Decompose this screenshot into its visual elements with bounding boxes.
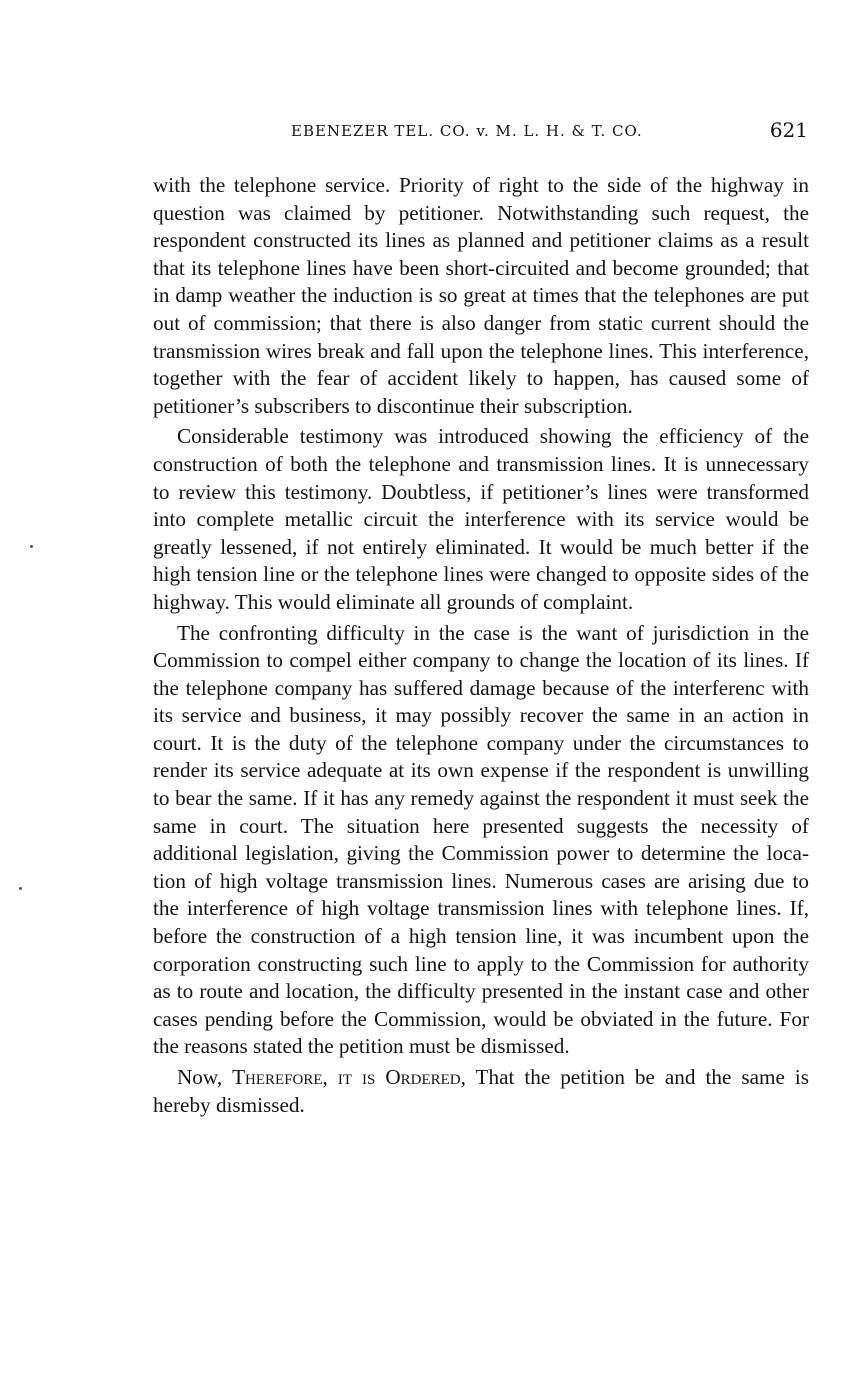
paragraph-1: with the telephone service. Priority of right to the side of the highway in question was claimed by petitioner. Notwithstanding such request, the respondent constructed its lines as planned and petitioner claims as a result that its telephone lines have been short-circuited and become grounded; that in damp weather the induction is so great at times that the telephones are put out of commission; that there is also danger from static current should the transmission wires break and fall upon the telephone lines. This interference, together with the fear of accident likely to happen, has caused some of petitioner’s subscribers to discontinue their subscription. xyxy=(153,173,809,418)
order-paragraph xyxy=(153,1064,809,1119)
scan-speck xyxy=(30,545,33,548)
body-text xyxy=(153,172,809,1122)
order-ordered: Ordered, xyxy=(385,1065,466,1089)
order-therefore: Therefore, xyxy=(232,1065,328,1089)
order-lead: Now, xyxy=(177,1065,223,1089)
page-number: 621 xyxy=(769,118,808,142)
paragraph-2: Considerable testimony was introduced showing the efficiency of the construction of both the telephone and transmission lines. It is unnecessary to review this testimony. Doubtless, if petitioner’s lines were transformed into complete metallic circuit the interference with its service would be greatly lessened, if not entirely eliminated. It would be much better if the high tension line or the telephone lines were changed to opposite sides of the highway. This would eliminate all grounds of complaint. xyxy=(153,424,809,614)
running-header xyxy=(153,118,808,148)
running-title: EBENEZER TEL. CO. v. M. L. H. & T. CO. xyxy=(291,122,643,140)
order-it-is: it is xyxy=(337,1065,376,1089)
scan-speck xyxy=(19,887,22,890)
order-text: That the petition be and the same is hereby dismissed. xyxy=(153,1065,809,1117)
paragraph-3: The confronting difficulty in the case is the want of jurisdiction in the Commission to compel either company to change the location of its lines. If the telephone company has suffered damage because of the interferenc with its service and business, it may possibly recover the same in an action in court. It is the duty of the telephone company under the circumstances to render its service adequate at its own expense if the respondent is unwilling to bear the same. If it has any remedy against the respondent it must seek the same in court. The situation here presented suggests the necessity of additional legislation, giving the Commission power to determine the location of high voltage transmission lines. Numerous cases are arising due to the interference of high voltage transmission lines with telephone lines. If, before the construction of a high tension line, it was incumbent upon the corporation constructing such line to apply to the Commission for authority as to route and location, the difficulty presented in the instant case and other cases pending before the Commission, would be obviated in the future. For the reasons stated the petition must be dismissed. xyxy=(153,620,809,1059)
